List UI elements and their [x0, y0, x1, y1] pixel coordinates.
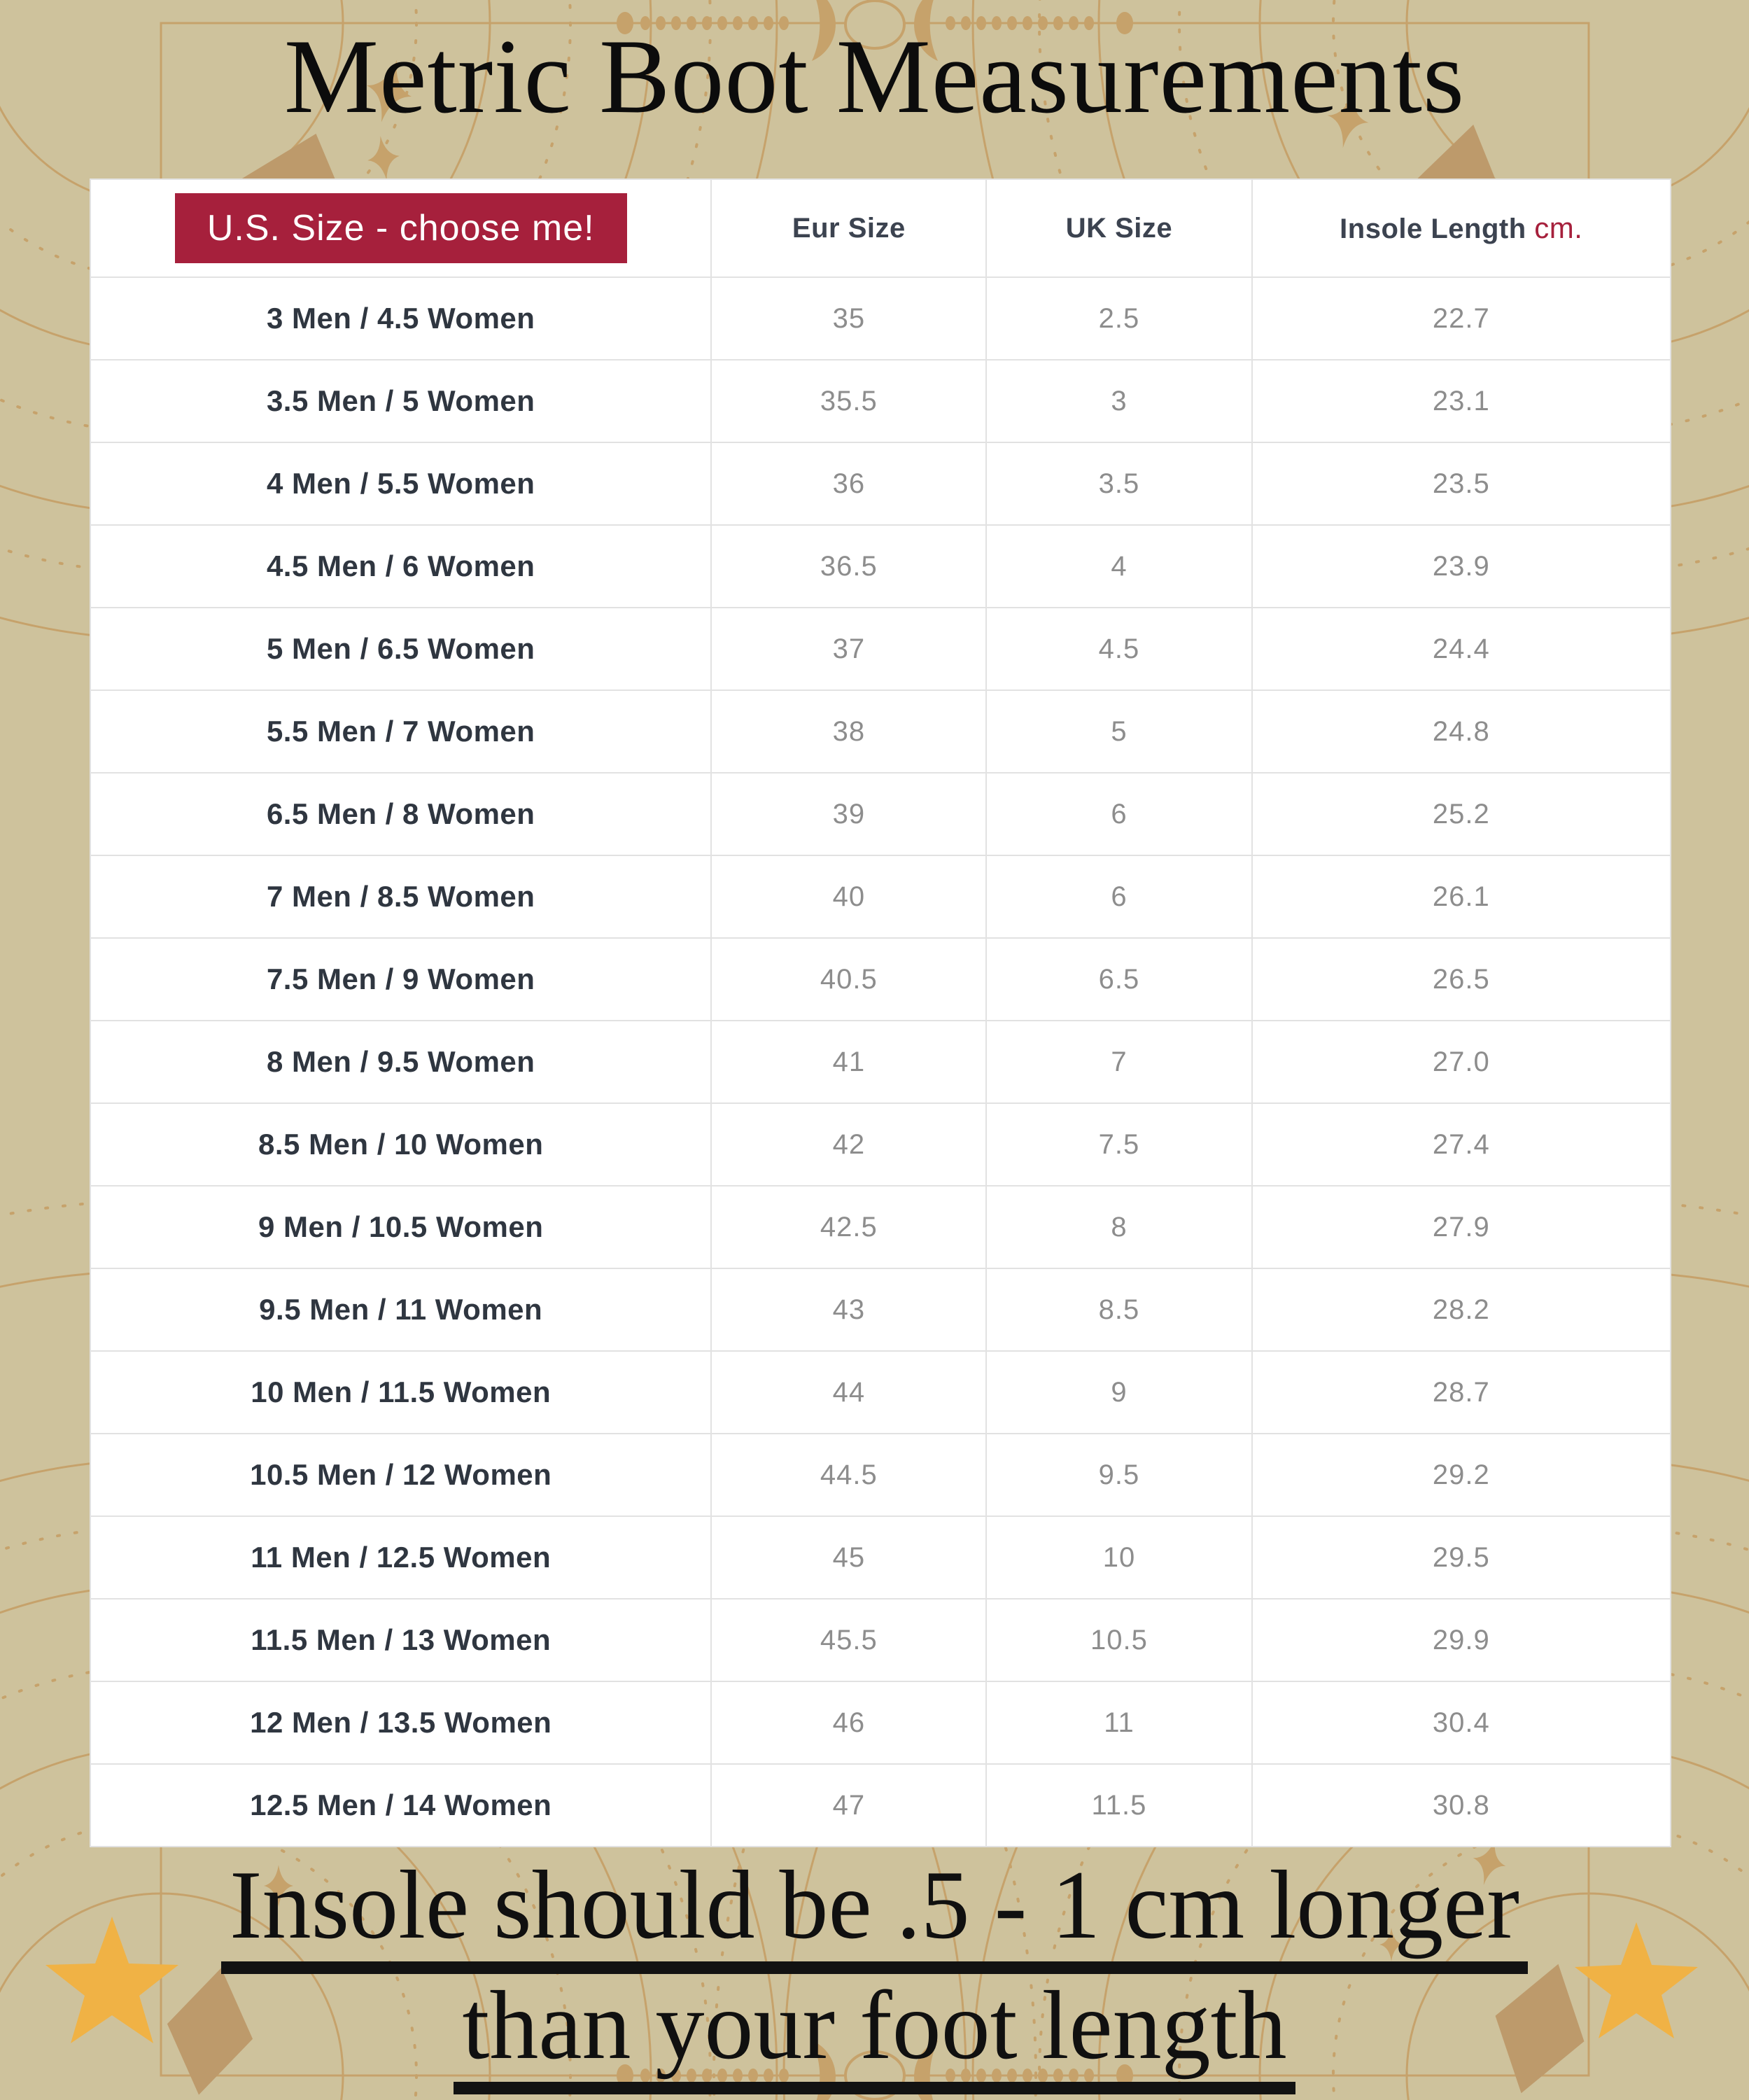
footer-line-2: than your foot length [454, 1977, 1295, 2094]
table-row [90, 773, 1671, 855]
eur-size-cell: 45.5 [711, 1599, 986, 1681]
us-size-cell: 8 Men / 9.5 Women [90, 1021, 711, 1103]
eur-size-cell: 37 [711, 608, 986, 690]
us-size-cell: 8.5 Men / 10 Women [90, 1103, 711, 1186]
uk-size-cell: 2.5 [986, 277, 1251, 360]
uk-size-cell: 10.5 [986, 1599, 1251, 1681]
uk-size-cell: 9 [986, 1351, 1251, 1434]
eur-size-cell: 40.5 [711, 938, 986, 1021]
uk-size-cell: 3 [986, 360, 1251, 442]
insole-length-cell: 24.8 [1252, 690, 1671, 773]
us-size-cell: 3 Men / 4.5 Women [90, 277, 711, 360]
insole-length-cell: 22.7 [1252, 277, 1671, 360]
eur-size-header: Eur Size [711, 179, 986, 277]
eur-size-cell: 36.5 [711, 525, 986, 608]
eur-size-cell: 36 [711, 442, 986, 525]
eur-size-cell: 44 [711, 1351, 986, 1434]
uk-size-cell: 7 [986, 1021, 1251, 1103]
table-row [90, 442, 1671, 525]
us-size-cell: 10.5 Men / 12 Women [90, 1434, 711, 1516]
uk-size-cell: 4.5 [986, 608, 1251, 690]
table-row [90, 690, 1671, 773]
us-size-cell: 10 Men / 11.5 Women [90, 1351, 711, 1434]
footer-line-1: Insole should be .5 - 1 cm longer [221, 1856, 1528, 1974]
insole-length-cell: 26.5 [1252, 938, 1671, 1021]
uk-size-header: UK Size [986, 179, 1251, 277]
uk-size-cell: 6.5 [986, 938, 1251, 1021]
uk-size-cell: 5 [986, 690, 1251, 773]
us-size-cell: 3.5 Men / 5 Women [90, 360, 711, 442]
insole-length-cell: 27.9 [1252, 1186, 1671, 1268]
uk-size-cell: 6 [986, 773, 1251, 855]
insole-length-cell: 28.7 [1252, 1351, 1671, 1434]
us-size-header [90, 179, 711, 277]
table-row [90, 1103, 1671, 1186]
header-row [90, 179, 1671, 277]
table-row [90, 1516, 1671, 1599]
insole-length-cell: 30.4 [1252, 1681, 1671, 1764]
insole-length-cell: 26.1 [1252, 855, 1671, 938]
eur-size-cell: 44.5 [711, 1434, 986, 1516]
eur-size-cell: 42 [711, 1103, 986, 1186]
eur-size-cell: 38 [711, 690, 986, 773]
table-row [90, 1434, 1671, 1516]
us-size-cell: 7.5 Men / 9 Women [90, 938, 711, 1021]
uk-size-cell: 9.5 [986, 1434, 1251, 1516]
table-row [90, 1681, 1671, 1764]
eur-size-cell: 45 [711, 1516, 986, 1599]
eur-size-cell: 46 [711, 1681, 986, 1764]
us-size-cell: 12 Men / 13.5 Women [90, 1681, 711, 1764]
insole-length-cell: 24.4 [1252, 608, 1671, 690]
insole-length-cell: 25.2 [1252, 773, 1671, 855]
table-row [90, 1764, 1671, 1847]
eur-size-cell: 35 [711, 277, 986, 360]
uk-size-cell: 7.5 [986, 1103, 1251, 1186]
insole-length-label: Insole Length [1340, 214, 1526, 244]
eur-size-cell: 42.5 [711, 1186, 986, 1268]
us-size-cell: 5 Men / 6.5 Women [90, 608, 711, 690]
insole-length-cell: 27.4 [1252, 1103, 1671, 1186]
page-title: Metric Boot Measurements [283, 18, 1466, 135]
us-size-cell: 4.5 Men / 6 Women [90, 525, 711, 608]
size-rows [90, 277, 1671, 1847]
uk-size-cell: 8.5 [986, 1268, 1251, 1351]
table-row [90, 608, 1671, 690]
table-row [90, 277, 1671, 360]
insole-length-cell: 29.9 [1252, 1599, 1671, 1681]
table-row [90, 360, 1671, 442]
table-row [90, 938, 1671, 1021]
us-size-cell: 11.5 Men / 13 Women [90, 1599, 711, 1681]
eur-size-cell: 47 [711, 1764, 986, 1847]
us-size-cell: 5.5 Men / 7 Women [90, 690, 711, 773]
insole-length-cell: 23.1 [1252, 360, 1671, 442]
table-row [90, 525, 1671, 608]
eur-size-cell: 41 [711, 1021, 986, 1103]
insole-length-cell: 27.0 [1252, 1021, 1671, 1103]
table-row [90, 1599, 1671, 1681]
table-row [90, 1351, 1671, 1434]
us-size-header-badge: U.S. Size - choose me! [175, 193, 627, 263]
uk-size-cell: 11.5 [986, 1764, 1251, 1847]
footer-note [0, 1851, 1749, 2094]
us-size-cell: 7 Men / 8.5 Women [90, 855, 711, 938]
eur-size-cell: 39 [711, 773, 986, 855]
insole-length-cell: 29.5 [1252, 1516, 1671, 1599]
uk-size-cell: 3.5 [986, 442, 1251, 525]
insole-length-cell: 23.5 [1252, 442, 1671, 525]
uk-size-cell: 10 [986, 1516, 1251, 1599]
insole-length-cell: 28.2 [1252, 1268, 1671, 1351]
us-size-cell: 9.5 Men / 11 Women [90, 1268, 711, 1351]
table-row [90, 855, 1671, 938]
uk-size-cell: 11 [986, 1681, 1251, 1764]
size-table-panel [90, 178, 1671, 1847]
size-table [90, 178, 1671, 1847]
us-size-cell: 6.5 Men / 8 Women [90, 773, 711, 855]
table-row [90, 1268, 1671, 1351]
table-row [90, 1021, 1671, 1103]
us-size-cell: 9 Men / 10.5 Women [90, 1186, 711, 1268]
insole-unit-label: cm. [1534, 211, 1583, 244]
insole-length-cell: 30.8 [1252, 1764, 1671, 1847]
uk-size-cell: 8 [986, 1186, 1251, 1268]
eur-size-cell: 43 [711, 1268, 986, 1351]
insole-length-header [1252, 179, 1671, 277]
us-size-cell: 12.5 Men / 14 Women [90, 1764, 711, 1847]
us-size-cell: 4 Men / 5.5 Women [90, 442, 711, 525]
eur-size-cell: 35.5 [711, 360, 986, 442]
table-row [90, 1186, 1671, 1268]
insole-length-cell: 23.9 [1252, 525, 1671, 608]
uk-size-cell: 4 [986, 525, 1251, 608]
insole-length-cell: 29.2 [1252, 1434, 1671, 1516]
uk-size-cell: 6 [986, 855, 1251, 938]
eur-size-cell: 40 [711, 855, 986, 938]
us-size-cell: 11 Men / 12.5 Women [90, 1516, 711, 1599]
